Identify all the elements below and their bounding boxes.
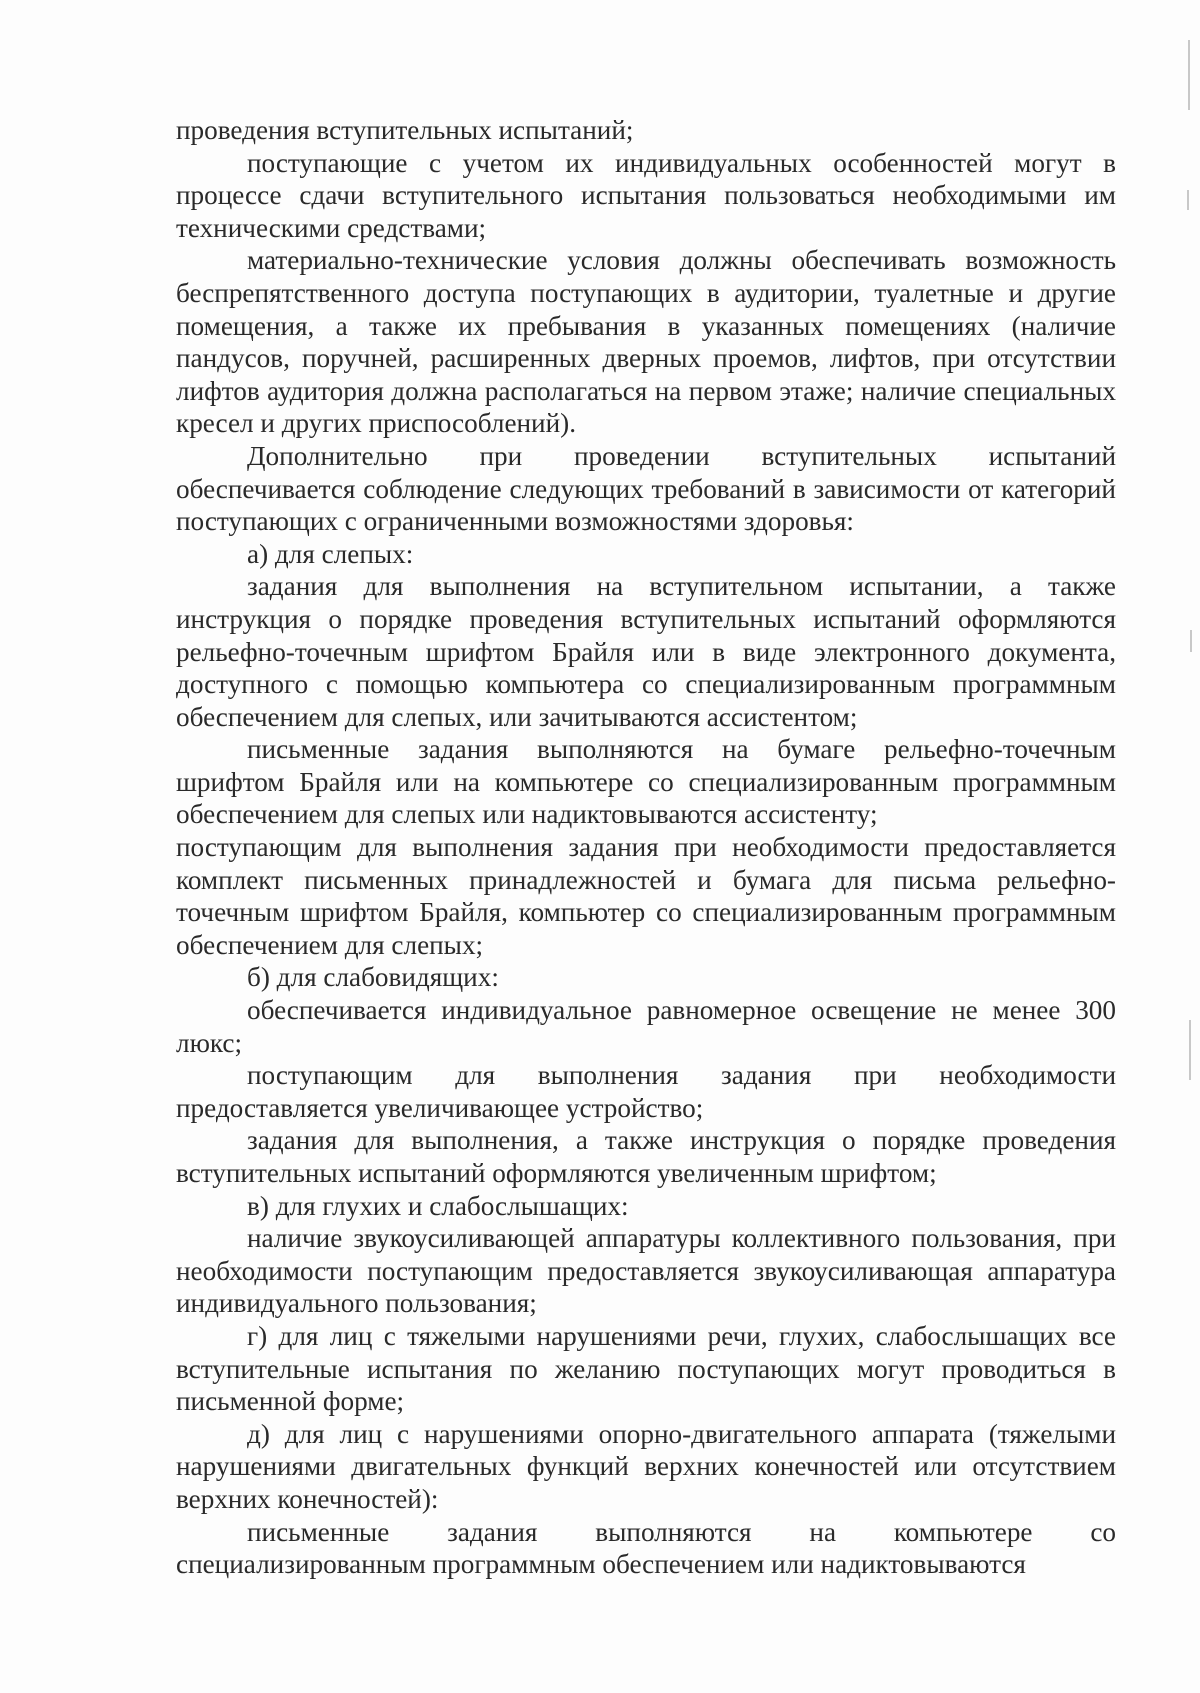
paragraph: проведения вступительных испытаний; — [176, 115, 634, 145]
paragraph: письменные задания выполняются на компьютере со специализированным программным обеспечением или надиктовываются — [176, 1516, 1116, 1580]
scan-edge-mark — [1190, 630, 1192, 652]
paragraph: поступающие с учетом их индивидуальных особенностей могут в процессе сдачи вступительного испытания пользоваться необходимыми им техническими средствами; — [176, 147, 1116, 243]
scan-edge-mark — [1189, 1020, 1191, 1080]
list-heading: б) для слабовидящих: — [247, 962, 499, 993]
paragraph: Дополнительно при проведении вступительных испытаний обеспечивается соблюдение следующих требований в зависимости от категорий поступающих с ограниченными возможностями здоровья: — [176, 440, 1116, 537]
paragraph: д) для лиц с нарушениями опорно-двигательного аппарата (тяжелыми нарушениями двигательных функций верхних конечностей или отсутствием верхних конечностей): — [176, 1418, 1116, 1514]
scan-edge-mark — [1188, 40, 1190, 110]
paragraph: задания для выполнения на вступительном испытании, а также инструкция о порядке проведения вступительных испытаний оформляются рельефно-точечным шрифтом Брайля или в виде электронного документа, доступного с помощью компьютера со специализированным программным обеспечением для слепых, или зачитываются ассистентом; — [176, 571, 1116, 732]
scan-edge-mark — [1187, 190, 1189, 210]
document-body — [176, 114, 1116, 1581]
paragraph: материально-технические условия должны обеспечивать возможность беспрепятственного доступа поступающих в аудитории, туалетные и другие помещения, а также их пребывания в указанных помещениях (наличие пандусов, поручней, расширенных дверных проемов, лифтов, при отсутствии лифтов аудитория должна располагаться на первом этаже; наличие специальных кресел и других приспособлений). — [176, 245, 1116, 439]
list-heading: а) для слепых: — [247, 538, 414, 569]
paragraph: поступающим для выполнения задания при необходимости предоставляется комплект письменных принадлежностей и бумага для письма рельефно-точечным шрифтом Брайля, компьютер со специализированным программным обеспечением для слепых; — [176, 832, 1116, 960]
paragraph: поступающим для выполнения задания при необходимости предоставляется увеличивающее устройство; — [176, 1060, 1116, 1123]
paragraph: наличие звукоусиливающей аппаратуры коллективного пользования, при необходимости поступающим предоставляется звукоусиливающая аппаратура индивидуального пользования; — [176, 1223, 1116, 1319]
paragraph: задания для выполнения, а также инструкция о порядке проведения вступительных испытаний оформляются увеличенным шрифтом; — [176, 1125, 1116, 1188]
paragraph: письменные задания выполняются на бумаге рельефно-точечным шрифтом Брайля или на компьютере со специализированным программным обеспечением для слепых или надиктовываются ассистенту; — [176, 734, 1116, 830]
paragraph: обеспечивается индивидуальное равномерное освещение не менее 300 люкс; — [176, 995, 1116, 1058]
paragraph: г) для лиц с тяжелыми нарушениями речи, глухих, слабослышащих все вступительные испытания по желанию поступающих могут проводиться в письменной форме; — [176, 1320, 1116, 1417]
list-heading: в) для глухих и слабослышащих: — [247, 1190, 629, 1221]
